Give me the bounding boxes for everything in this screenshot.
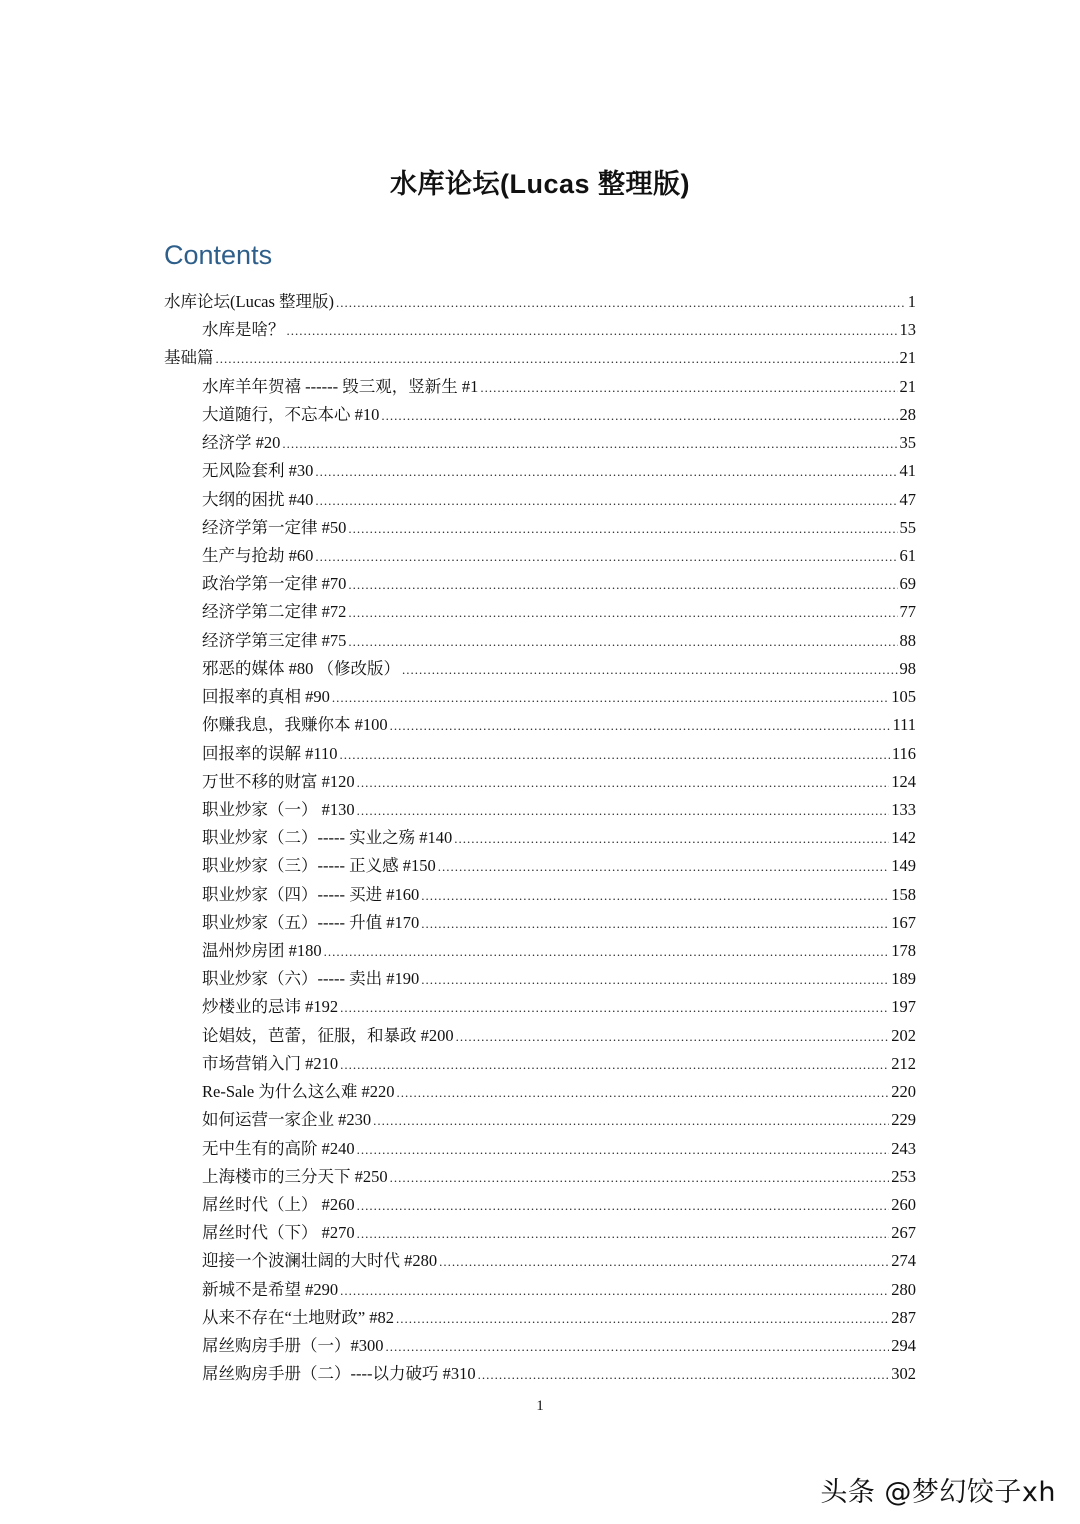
- toc-entry-label: 水库是啥？: [202, 320, 285, 340]
- toc-dot-leader: [384, 1333, 890, 1360]
- toc-entry[interactable]: [0, 1078, 916, 1106]
- toc-entry-page: 98: [899, 658, 916, 678]
- toc-entry-label: 上海楼市的三分天下 #250: [202, 1166, 388, 1186]
- toc-dot-leader: [338, 1277, 889, 1304]
- toc-entry[interactable]: [0, 937, 916, 965]
- toc-entry-label: 水库论坛(Lucas 整理版): [164, 292, 335, 311]
- document-title: 水库论坛(Lucas 整理版): [389, 169, 691, 199]
- toc-entry[interactable]: [0, 627, 916, 655]
- toc-dot-leader: [280, 430, 897, 457]
- toc-dot-leader: [313, 458, 897, 485]
- toc-entry[interactable]: [0, 514, 916, 542]
- toc-heading: Contents: [164, 240, 273, 270]
- toc-dot-leader: [313, 487, 897, 514]
- toc-entry-page: 41: [899, 461, 916, 481]
- toc-entry-page: 142: [891, 828, 916, 848]
- toc-entry-label: 经济学第二定律 #72: [202, 602, 347, 622]
- toc-entry-page: 13: [899, 320, 916, 340]
- toc-entry[interactable]: [0, 542, 916, 570]
- toc-entry-label: 经济学 #20: [202, 433, 281, 453]
- toc-entry[interactable]: [0, 1050, 916, 1078]
- toc-entry[interactable]: [0, 993, 916, 1021]
- toc-entry[interactable]: [0, 965, 916, 993]
- toc-entry-label: 大纲的困扰 #40: [202, 489, 314, 509]
- toc-entry-label: 政治学第一定律 #70: [202, 574, 347, 594]
- toc-entry[interactable]: [0, 486, 916, 514]
- toc-entry-label: 炒楼业的忌讳 #192: [202, 997, 339, 1017]
- toc-entry-label: 大道随行，不忘本心 #10: [202, 404, 380, 424]
- toc-entry-page: 69: [899, 574, 916, 594]
- watermark: 头条 @梦幻饺子xh: [820, 1477, 1056, 1508]
- toc-entry-label: 从来不存在“土地财政” #82: [202, 1307, 395, 1327]
- toc-entry-label: 水库羊年贺禧 ------ 毁三观，竖新生 #1: [202, 376, 479, 396]
- toc-entry[interactable]: [0, 796, 916, 824]
- toc-entry[interactable]: [0, 1276, 916, 1304]
- toc-entry-label: 屌丝购房手册（二）----以力破巧 #310: [202, 1364, 476, 1384]
- toc-dot-leader: [419, 966, 889, 993]
- toc-entry-page: 212: [891, 1053, 916, 1073]
- toc-entry[interactable]: [0, 683, 916, 711]
- toc-entry[interactable]: [0, 852, 916, 880]
- toc-entry-label: 职业炒家（二）----- 实业之殇 #140: [202, 828, 453, 848]
- toc-entry-label: 回报率的真相 #90: [202, 687, 330, 707]
- toc-dot-leader: [330, 684, 889, 711]
- toc-entry[interactable]: [0, 711, 916, 739]
- toc-entry-page: 21: [899, 348, 916, 368]
- toc-dot-leader: [437, 1248, 889, 1275]
- toc-entry-label: 经济学第一定律 #50: [202, 517, 347, 537]
- toc-entry[interactable]: [0, 1332, 916, 1360]
- toc-entry-label: 经济学第三定律 #75: [202, 630, 347, 650]
- toc-dot-leader: [355, 769, 890, 796]
- toc-entry[interactable]: [0, 457, 916, 485]
- toc-dot-leader: [338, 1051, 889, 1078]
- toc-dot-leader: [313, 543, 897, 570]
- toc-entry-page: 1: [907, 292, 916, 311]
- toc-dot-leader: [419, 882, 889, 909]
- toc-entry-label: 回报率的误解 #110: [202, 743, 338, 763]
- toc-entry-page: 47: [899, 489, 916, 509]
- toc-entry-page: 302: [891, 1364, 916, 1384]
- toc-entry-page: 105: [891, 687, 916, 707]
- toc-dot-leader: [285, 317, 898, 344]
- toc-dot-leader: [400, 656, 898, 683]
- toc-dot-leader: [355, 797, 890, 824]
- toc-entry-label: 万世不移的财富 #120: [202, 771, 355, 791]
- toc-entry-page: 55: [899, 517, 916, 537]
- toc-entry-page: 220: [891, 1082, 916, 1102]
- toc-entry[interactable]: [0, 1106, 916, 1134]
- toc-entry[interactable]: [0, 598, 916, 626]
- toc-entry-page: 229: [891, 1110, 916, 1130]
- toc-entry-page: 189: [891, 969, 916, 989]
- toc-dot-leader: [388, 712, 891, 739]
- toc-entry[interactable]: [0, 316, 916, 344]
- toc-entry-label: 屌丝时代（上） #260: [202, 1195, 355, 1214]
- toc-entry[interactable]: [0, 824, 916, 852]
- toc-dot-leader: [355, 1136, 890, 1163]
- toc-dot-leader: [346, 628, 897, 655]
- toc-entry-page: 267: [891, 1223, 916, 1243]
- toc-entry[interactable]: [0, 429, 916, 457]
- toc-dot-leader: [346, 599, 897, 626]
- toc-dot-leader: [338, 741, 890, 768]
- toc-dot-leader: [419, 910, 889, 937]
- toc-entry[interactable]: [0, 344, 916, 372]
- toc-entry[interactable]: [0, 1135, 916, 1163]
- toc-dot-leader: [394, 1305, 889, 1332]
- toc-entry[interactable]: [0, 655, 916, 683]
- toc-entry-label: 基础篇: [164, 348, 214, 368]
- toc-dot-leader: [322, 938, 890, 965]
- toc-entry-page: 21: [899, 376, 916, 396]
- toc-entry-label: 邪恶的媒体 #80 （修改版）: [202, 658, 400, 678]
- toc-entry-page: 149: [891, 856, 916, 876]
- toc-entry-label: 职业炒家（六）----- 卖出 #190: [202, 969, 420, 989]
- toc-entry-page: 197: [891, 997, 916, 1017]
- toc-entry[interactable]: [0, 1304, 916, 1332]
- toc-entry-page: 287: [891, 1307, 916, 1327]
- toc-dot-leader: [355, 1192, 890, 1219]
- toc-entry-page: 202: [891, 1025, 916, 1045]
- toc-entry-label: 无中生有的高阶 #240: [202, 1138, 355, 1158]
- toc-entry-page: 260: [891, 1195, 916, 1214]
- toc-entry-page: 77: [899, 602, 916, 622]
- toc-dot-leader: [452, 825, 889, 852]
- toc-entry-page: 294: [891, 1336, 916, 1356]
- toc-dot-leader: [478, 374, 897, 401]
- toc-entry[interactable]: [0, 1247, 916, 1275]
- toc-entry[interactable]: [0, 373, 916, 401]
- toc-entry[interactable]: [0, 881, 916, 909]
- toc-entry[interactable]: [0, 909, 916, 937]
- toc-entry[interactable]: [0, 1022, 916, 1050]
- toc-entry[interactable]: [0, 740, 916, 768]
- toc-entry-label: 市场营销入门 #210: [202, 1053, 339, 1073]
- toc-entry-page: 178: [891, 941, 916, 961]
- toc-dot-leader: [346, 571, 897, 598]
- toc-entry-page: 280: [891, 1279, 916, 1299]
- toc-dot-leader: [394, 1079, 889, 1106]
- toc-entry-label: 你赚我息，我赚你本 #100: [202, 715, 388, 735]
- toc-entry-label: 温州炒房团 #180: [202, 941, 322, 961]
- toc-dot-leader: [371, 1107, 889, 1134]
- toc-entry-page: 274: [891, 1251, 916, 1271]
- toc-entry-label: 职业炒家（五）----- 升值 #170: [202, 912, 420, 932]
- toc-entry[interactable]: [0, 1163, 916, 1191]
- toc-entry-label: 如何运营一家企业 #230: [202, 1110, 372, 1130]
- toc-entry-page: 253: [891, 1166, 916, 1186]
- toc-entry-label: 生产与抢劫 #60: [202, 545, 314, 565]
- toc-dot-leader: [476, 1361, 890, 1388]
- toc-dot-leader: [436, 853, 890, 880]
- table-of-contents: [0, 288, 1080, 1389]
- toc-entry-page: 167: [891, 912, 916, 932]
- toc-dot-leader: [346, 515, 897, 542]
- toc-entry[interactable]: [0, 401, 916, 429]
- toc-entry-page: 111: [892, 715, 916, 735]
- toc-dot-leader: [379, 402, 897, 429]
- toc-entry-label: Re-Sale 为什么这么难 #220: [202, 1082, 395, 1102]
- toc-entry-page: 61: [899, 545, 916, 565]
- toc-dot-leader: [214, 345, 898, 372]
- toc-entry-page: 116: [891, 743, 916, 763]
- toc-entry[interactable]: [0, 1191, 916, 1219]
- page-number: 1: [536, 1398, 544, 1414]
- toc-entry-page: 133: [891, 799, 916, 819]
- toc-entry-label: 职业炒家（四）----- 买进 #160: [202, 884, 420, 904]
- toc-entry-label: 迎接一个波澜壮阔的大时代 #280: [202, 1251, 438, 1271]
- toc-entry-label: 新城不是希望 #290: [202, 1279, 339, 1299]
- toc-entry-label: 屌丝时代（下） #270: [202, 1223, 355, 1243]
- toc-entry[interactable]: [0, 1219, 916, 1247]
- toc-entry-label: 无风险套利 #30: [202, 461, 314, 481]
- toc-entry[interactable]: [0, 1360, 916, 1388]
- toc-entry-page: 124: [891, 771, 916, 791]
- toc-entry-label: 职业炒家（三）----- 正义感 #150: [202, 856, 436, 876]
- toc-dot-leader: [454, 1023, 890, 1050]
- toc-entry-page: 243: [891, 1138, 916, 1158]
- toc-dot-leader: [355, 1220, 890, 1247]
- toc-entry-page: 35: [899, 433, 916, 453]
- toc-entry[interactable]: [0, 570, 916, 598]
- toc-dot-leader: [338, 994, 889, 1021]
- toc-entry-label: 职业炒家（一） #130: [202, 799, 355, 819]
- toc-dot-leader: [388, 1164, 890, 1191]
- toc-entry-label: 屌丝购房手册（一）#300: [202, 1336, 384, 1356]
- toc-entry[interactable]: [0, 768, 916, 796]
- toc-entry-page: 28: [899, 404, 916, 424]
- toc-entry-page: 158: [891, 884, 916, 904]
- toc-dot-leader: [334, 289, 906, 316]
- toc-entry-label: 论娼妓，芭蕾，征服，和暴政 #200: [202, 1025, 454, 1045]
- toc-entry[interactable]: [0, 288, 916, 316]
- toc-entry-page: 88: [899, 630, 916, 650]
